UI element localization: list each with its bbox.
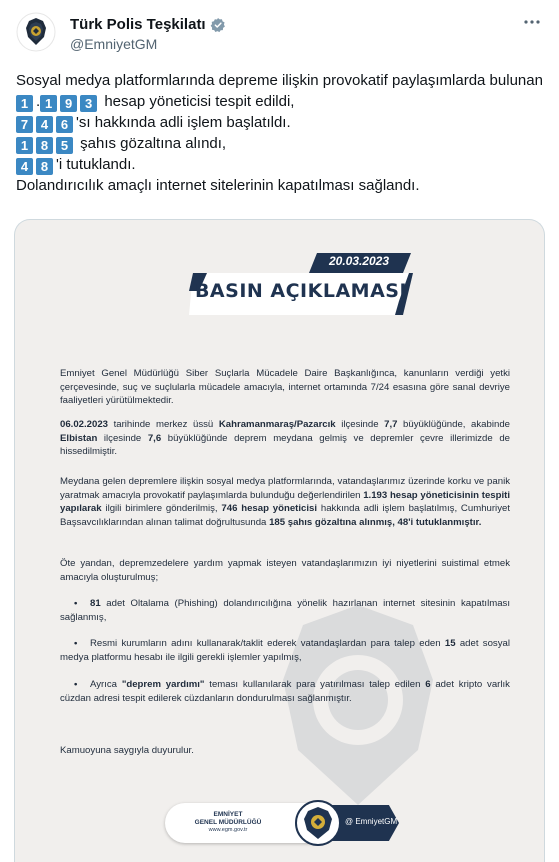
police-badge-icon — [303, 806, 333, 840]
keycap-digit: 4 — [16, 158, 33, 175]
keycap-digit: 3 — [80, 95, 97, 112]
press-release-title: BASIN AÇIKLAMASI — [194, 280, 408, 302]
press-release-banner — [189, 251, 413, 317]
bold-run: 185 şahıs gözaltına alınmış, 48'i tutuklanmıştır. — [269, 516, 482, 528]
bullet-item-1 — [60, 597, 510, 624]
keycap-digit: 8 — [36, 137, 53, 154]
text-run: hakkında adli işlem başlatılmış, Cumhuriyet Başsavcılıklarından alınan talimat doğrultusunda — [60, 503, 510, 528]
police-emblem-watermark-icon — [273, 600, 443, 810]
keycap-digit: 1 — [16, 137, 33, 154]
bullet-dot: • — [74, 638, 78, 649]
author-avatar[interactable] — [16, 12, 56, 52]
text-run: Ayrıca — [90, 679, 122, 690]
text-run: teması kullanılarak para yatırılması talep edilen — [204, 679, 426, 690]
text-run: ilçesinde — [335, 419, 385, 430]
bold-run: 15 — [444, 638, 456, 649]
bold-run: 6 — [425, 679, 431, 690]
paragraph-2 — [60, 418, 510, 459]
egm-badge-icon — [295, 800, 341, 846]
footer-handle: @ EmniyetGM — [345, 817, 398, 826]
bullet-dot: • — [74, 679, 78, 690]
stat-line-4 — [16, 154, 543, 175]
author-name-row — [70, 16, 226, 33]
text-run: büyüklüğünde deprem meydana gelmiş ve depremler çevre illerimizde de hissedilmiştir. — [60, 432, 510, 457]
press-release-date: 20.03.2023 — [328, 254, 390, 268]
place-1: Kahramanmaraş/Pazarcık — [218, 419, 336, 430]
bold-run: 1.193 hesap yöneticisinin tespiti yapılarak — [60, 489, 510, 514]
keycap-digit: 1 — [16, 95, 33, 112]
paragraph-4: Öte yandan, depremzedelere yardım yapmak isteyen vatandaşlarımızın iyi niyetlerini suistimal etmek amacıyla oluşturulmuş; — [60, 558, 510, 583]
footer-org-name — [179, 811, 277, 826]
bold-run: 746 hesap yöneticisi — [221, 503, 318, 514]
text-run: ilçesinde — [97, 432, 148, 444]
text-run: tarihinde merkez üssü — [108, 419, 219, 430]
keycap-digit: 9 — [60, 95, 77, 112]
keycap-digit: 5 — [56, 137, 73, 154]
keycap-digit: 1 — [40, 95, 57, 112]
text-run: adet kripto varlık cüzdan adresi tespit edilerek cüzdanların dondurulması sağlanmıştır. — [60, 679, 510, 704]
press-release-document — [15, 220, 545, 862]
org-line-1: EMNİYET — [213, 811, 243, 818]
keycap-digit: 7 — [16, 116, 33, 133]
bullet-item-2 — [60, 637, 510, 664]
tweet-intro: Sosyal medya platformlarında depreme ilişkin provokatif paylaşımlarda bulunan — [16, 72, 543, 89]
tweet-text — [16, 70, 543, 196]
closing-line: Kamuoyuna saygıyla duyurulur. — [60, 745, 194, 756]
bullet-item-3 — [60, 678, 510, 705]
stat-text: 'sı hakkında adli işlem başlatıldı. — [76, 114, 291, 131]
keycap-digit: 6 — [56, 116, 73, 133]
keycap-digit: 4 — [36, 116, 53, 133]
text-run: Resmi kurumların adını kullanarak/taklit ederek vatandaşlardan para talep eden — [90, 638, 445, 649]
verified-badge-icon — [210, 17, 226, 33]
text-run: adet Oltalama (Phishing) dolandırıcılığına yönelik hazırlanan internet sitesinin kapatılması sağlanmış, — [60, 598, 510, 623]
quake-date: 06.02.2023 — [60, 419, 109, 430]
keycap-digit: 8 — [36, 158, 53, 175]
paragraph-3 — [60, 475, 510, 529]
stat-text: 'i tutuklandı. — [56, 156, 136, 173]
bullet-dot: • — [74, 598, 78, 609]
magnitude-2: 7,6 — [147, 432, 162, 444]
stat-line-3 — [16, 133, 543, 154]
paragraph-1: Emniyet Genel Müdürlüğü Siber Suçlarla Mücadele Daire Başkanlığınca, kanunların verdiği yetki çerçevesinde, suç ve suçlularla mücadele amacıyla, internet ortamında 7/24 esasına göre sanal devriye faaliyetleri yürütülmektedir. — [60, 368, 510, 406]
magnitude-1: 7,7 — [384, 419, 398, 430]
police-emblem-icon — [16, 12, 56, 52]
author-name[interactable]: Türk Polis Teşkilatı — [70, 16, 206, 33]
footer-url: www.egm.gov.tr — [208, 827, 248, 833]
bold-run: 81 — [90, 598, 101, 609]
org-line-2: GENEL MÜDÜRLÜĞÜ — [194, 818, 262, 826]
bold-run: "deprem yardımı" — [121, 679, 205, 690]
text-run: ilgili birimlere gönderilmiş, — [101, 503, 222, 514]
tweet-closing: Dolandırıcılık amaçlı internet sitelerinin kapatılması sağlandı. — [16, 177, 420, 194]
stat-line-2 — [16, 112, 543, 133]
egm-footer-logo — [165, 800, 399, 846]
more-options-icon[interactable] — [521, 12, 543, 32]
place-2: Elbistan — [60, 432, 98, 444]
stat-text: şahıs gözaltına alındı, — [76, 135, 227, 152]
keycap-separator: . — [36, 93, 41, 110]
text-run: Meydana gelen depremlere ilişkin sosyal medya platformlarında, vatandaşlarımız üzerinde korku ve panik yaratmak amacıyla provokatif paylaşımlarda bulunduğu değerlendirilen — [60, 476, 510, 501]
text-run: adet sosyal medya platformu hesabı ile ilgili gerekli işlemler yapılmış, — [60, 638, 510, 663]
tweet-media-image[interactable] — [14, 219, 545, 862]
text-run: büyüklüğünde, akabinde — [397, 419, 510, 430]
tweet-header — [16, 10, 543, 56]
author-handle[interactable]: @EmniyetGM — [70, 36, 158, 52]
stat-line-1 — [16, 91, 543, 112]
stat-text: hesap yöneticisi tespit edildi, — [100, 93, 295, 110]
